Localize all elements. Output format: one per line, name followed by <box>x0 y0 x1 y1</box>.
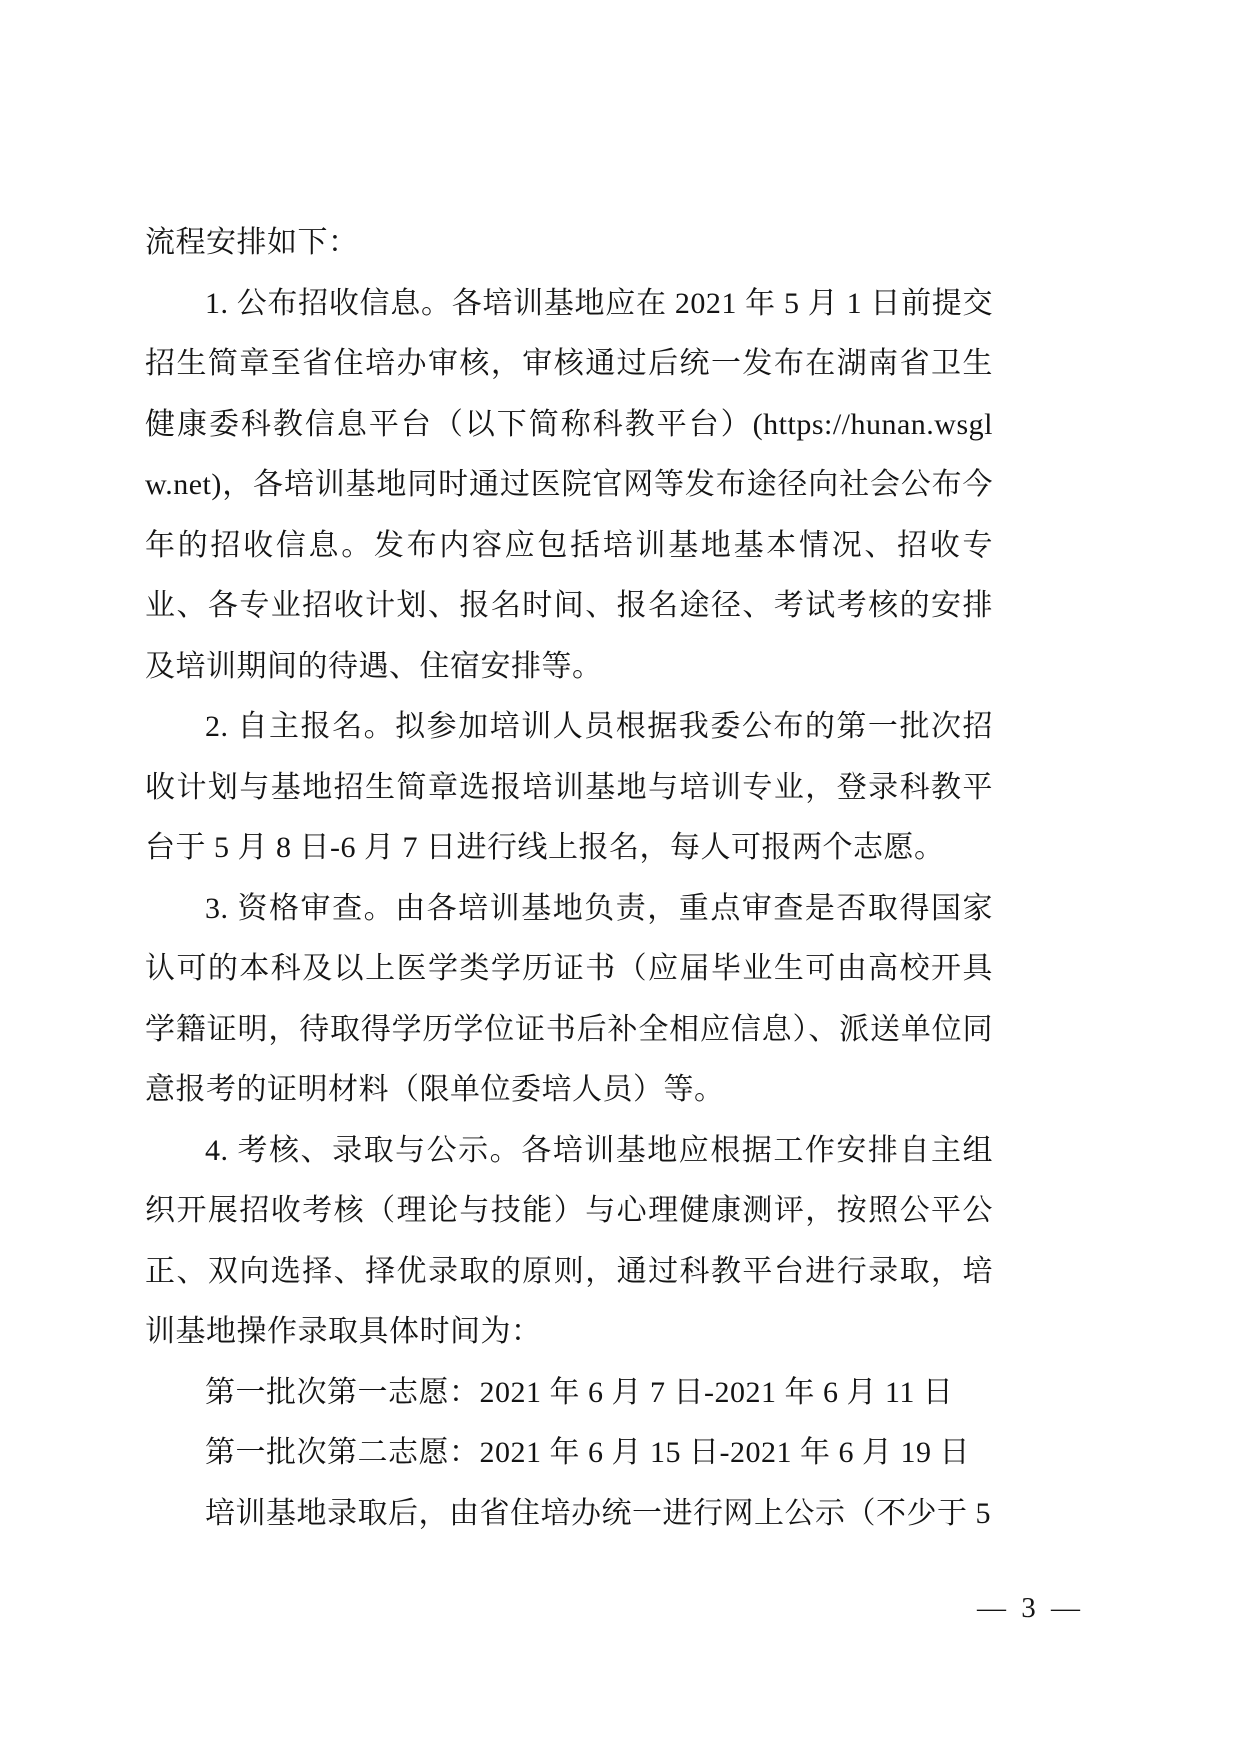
paragraph-schedule-batch1-choice1: 第一批次第一志愿：2021 年 6 月 7 日-2021 年 6 月 11 日 <box>205 1375 954 1409</box>
paragraph-schedule-batch1-choice2: 第一批次第二志愿：2021 年 6 月 15 日-2021 年 6 月 19 日 <box>205 1436 970 1469</box>
page-number: — 3 — <box>977 1592 1084 1624</box>
paragraph-intro: 流程安排如下： <box>145 226 359 259</box>
document-body <box>145 213 993 1544</box>
paragraph-step-2-self-registration: 2. 自主报名。拟参加培训人员根据我委公布的第一批次招收计划与基地招生简章选报培训基地与培训专业，登录科教平台于 5 月 8 日-6 月 7 日进行线上报名，每人可报两个志愿。 <box>145 710 993 864</box>
paragraph-step-3-qualification-review: 3. 资格审查。由各培训基地负责，重点审查是否取得国家认可的本科及以上医学类学历证书（应届毕业生可由高校开具学籍证明，待取得学历学位证书后补全相应信息）、派送单位同意报考的证明材料（限单位委培人员）等。 <box>145 891 993 1106</box>
paragraph-publicity-note: 培训基地录取后，由省住培办统一进行网上公示（不少于 5 <box>205 1496 991 1530</box>
paragraph-step-4-assessment-admission: 4. 考核、录取与公示。各培训基地应根据工作安排自主组织开展招收考核（理论与技能）与心理健康测评，按照公平公正、双向选择、择优录取的原则，通过科教平台进行录取，培训基地操作录取具体时间为： <box>145 1133 993 1348</box>
paragraph-step-1-publish-info: 1. 公布招收信息。各培训基地应在 2021 年 5 月 1 日前提交招生简章至省住培办审核，审核通过后统一发布在湖南省卫生健康委科教信息平台（以下简称科教平台）(https://hunan.wsglw.net)，各培训基地同时通过医院官网等发布途径向社会公布今年的招收信息。发布内容应包括培训基地基本情况、招收专业、各专业招收计划、报名时间、报名途径、考试考核的安排及培训期间的待遇、住宿安排等。 <box>145 286 993 683</box>
